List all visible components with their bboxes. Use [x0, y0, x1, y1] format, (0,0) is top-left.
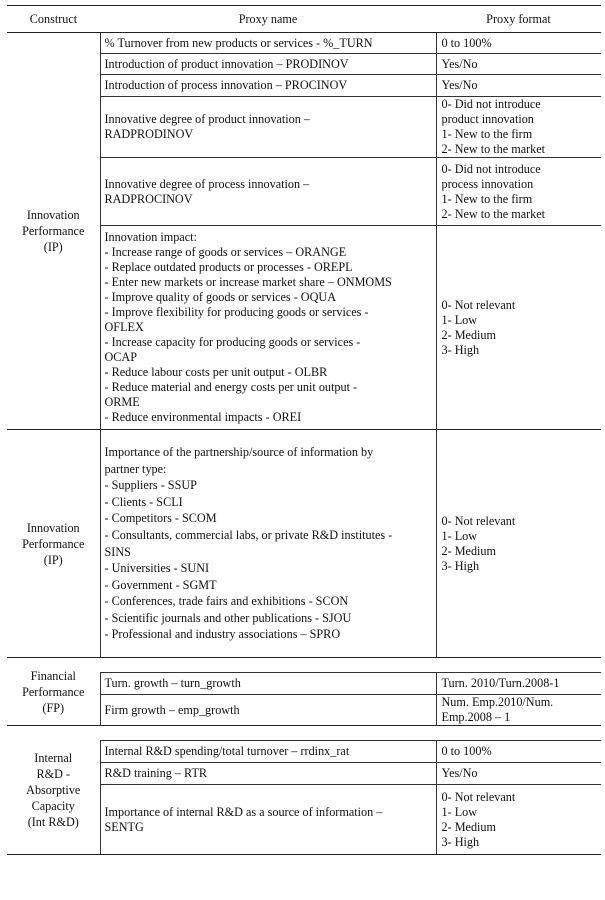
header-proxy-name: Proxy name [100, 6, 436, 33]
proxy-name-cell-line: Firm growth – emp_growth [104, 702, 240, 717]
proxy-name-cell-line: - Conferences, trade fairs and exhibitions - SCON [104, 594, 349, 609]
construct-cell-line: (IP) [43, 552, 63, 567]
proxy-name-cell-line: - Reduce material and energy costs per unit output - [104, 380, 358, 394]
proxy-format-cell-line: 0- Not relevant [441, 513, 516, 528]
proxy-name-cell-line: RADPROCINOV [104, 191, 193, 206]
proxy-name-cell [100, 430, 436, 658]
proxy-format-cell [436, 97, 601, 158]
proxy-name-cell-line: - Clients - SCLI [104, 494, 183, 509]
construct-cell-line: Performance [22, 684, 85, 699]
proxy-name-cell-line: - Government - SGMT [104, 577, 217, 592]
proxy-name-cell-line: SINS [104, 544, 131, 559]
proxy-name-cell-line: - Scientific journals and other publications - SJOU [104, 610, 352, 625]
proxy-name-cell-line: Internal R&D spending/total turnover – rrdinx_rat [104, 744, 350, 758]
proxy-format-cell [436, 158, 601, 226]
proxy-format-cell-line: 3- High [441, 342, 480, 357]
proxy-format-cell [436, 33, 601, 54]
construct-cell-line: (FP) [42, 700, 65, 715]
proxy-name-cell-line: ORME [104, 395, 140, 409]
proxy-format-cell [436, 785, 601, 855]
proxy-name-cell-line: - Consultants, commercial labs, or private R&D institutes - [104, 527, 393, 542]
proxy-format-cell-line: process innovation [441, 176, 534, 191]
proxy-format-cell-line: Yes/No [441, 56, 478, 71]
proxy-format-cell-line: 0 to 100% [441, 744, 492, 758]
proxy-format-cell [436, 75, 601, 97]
proxy-name-cell-line: - Increase capacity for producing goods or services - [104, 335, 361, 349]
proxy-name-cell [100, 763, 436, 785]
spacer-cell [436, 658, 601, 673]
proxy-name-cell [100, 158, 436, 226]
proxy-format-cell-line: 3- High [441, 558, 480, 573]
proxy-name-cell [100, 226, 436, 430]
proxy-format-cell-line: 1- Low [441, 804, 478, 819]
proxy-name-cell-line: Introduction of process innovation – PROCINOV [104, 78, 348, 92]
proxy-name-cell-line: - Competitors - SCOM [104, 511, 217, 526]
proxy-name-cell-line: - Replace outdated products or processes - OREPL [104, 260, 353, 274]
construct-cell-line: Capacity [31, 799, 75, 813]
proxy-name-cell [100, 673, 436, 695]
proxy-name-cell-line: Introduction of product innovation – PRODINOV [104, 56, 349, 71]
proxy-name-cell-line: R&D training – RTR [104, 766, 208, 780]
construct-cell [7, 658, 100, 726]
proxy-name-cell-line: SENTG [104, 819, 144, 834]
proxy-name-cell-line: - Reduce labour costs per unit output - OLBR [104, 365, 328, 379]
spacer-cell [100, 658, 436, 673]
proxy-name-cell-line: - Increase range of goods or services – ORANGE [104, 245, 347, 259]
proxy-format-cell-line: 1- New to the firm [441, 127, 533, 141]
proxy-format-cell [436, 673, 601, 695]
construct-cell [7, 33, 100, 430]
proxy-format-cell-line: Num. Emp.2010/Num. [441, 695, 554, 709]
spacer-row [7, 658, 601, 673]
spacer-row [7, 726, 601, 741]
proxy-format-cell-line: 1- Low [441, 312, 478, 327]
proxy-table [7, 5, 601, 855]
proxy-name-cell [100, 741, 436, 763]
construct-cell-line: Performance [22, 536, 85, 551]
proxy-format-cell-line: 1- Low [441, 528, 478, 543]
spacer-cell [436, 726, 601, 741]
construct-cell-line: (IP) [43, 240, 63, 254]
header-proxy-format: Proxy format [436, 6, 601, 33]
proxy-name-cell-line: - Professional and industry associations – SPRO [104, 627, 341, 642]
construct-cell-line: R&D - [36, 767, 70, 781]
proxy-format-cell-line: 2- New to the market [441, 142, 546, 156]
proxy-format-cell [436, 226, 601, 430]
construct-cell-line: (Int R&D) [27, 815, 79, 829]
construct-cell-line: Innovation [26, 520, 80, 535]
proxy-format-cell [436, 54, 601, 75]
header-row [7, 6, 601, 33]
proxy-name-cell [100, 695, 436, 726]
proxy-name-cell-line: partner type: [104, 461, 167, 476]
construct-cell [7, 430, 100, 658]
proxy-name-cell-line: Importance of the partnership/source of information by [104, 444, 374, 459]
proxy-format-cell-line: 0- Did not introduce [441, 97, 541, 111]
proxy-name-cell [100, 97, 436, 158]
proxy-format-cell-line: 0- Not relevant [441, 789, 516, 804]
construct-cell-line: Innovation [26, 208, 80, 222]
construct-cell-line: Internal [34, 751, 73, 765]
proxy-name-cell [100, 785, 436, 855]
table-row [7, 33, 601, 54]
proxy-name-cell-line: OFLEX [104, 320, 144, 334]
proxy-name-cell [100, 54, 436, 75]
proxy-format-cell-line: 2- Medium [441, 327, 496, 342]
proxy-format-cell-line: 3- High [441, 834, 480, 849]
proxy-format-cell [436, 741, 601, 763]
proxy-format-cell-line: Emp.2008 – 1 [441, 710, 511, 724]
proxy-format-cell-line: 2- New to the market [441, 206, 546, 221]
proxy-name-cell-line: - Reduce environmental impacts - OREI [104, 410, 302, 424]
proxy-name-cell [100, 75, 436, 97]
proxy-name-cell-line: Innovative degree of product innovation – [104, 112, 310, 126]
header-construct: Construct [7, 6, 100, 33]
proxy-name-cell [100, 33, 436, 54]
proxy-format-cell-line: 0- Did not introduce [441, 161, 541, 176]
proxy-format-cell-line: product innovation [441, 112, 534, 126]
proxy-format-cell [436, 763, 601, 785]
proxy-name-cell-line: Innovative degree of process innovation – [104, 176, 310, 191]
proxy-name-cell-line: RADPRODINOV [104, 127, 194, 141]
proxy-name-cell-line: OCAP [104, 350, 138, 364]
proxy-name-cell-line: Turn. growth – turn_growth [104, 676, 241, 690]
table-row [7, 430, 601, 658]
proxy-name-cell-line: - Improve flexibility for producing goods or services - [104, 305, 369, 319]
proxy-format-cell [436, 430, 601, 658]
proxy-format-cell-line: Turn. 2010/Turn.2008-1 [441, 676, 560, 690]
proxy-format-cell-line: 1- New to the firm [441, 191, 533, 206]
proxy-name-cell-line: - Improve quality of goods or services - OQUA [104, 290, 337, 304]
table-body [7, 33, 601, 855]
proxy-name-cell-line: Importance of internal R&D as a source of information – [104, 804, 383, 819]
construct-cell-line: Performance [22, 224, 85, 238]
proxy-format-cell-line: 2- Medium [441, 819, 496, 834]
proxy-format-cell [436, 695, 601, 726]
proxy-name-cell-line: % Turnover from new products or services - %_TURN [104, 35, 373, 50]
proxy-format-cell-line: 0- Not relevant [441, 297, 516, 312]
proxy-format-cell-line: 0 to 100% [441, 35, 492, 50]
proxy-name-cell-line: - Suppliers - SSUP [104, 478, 197, 493]
spacer-cell [100, 726, 436, 741]
construct-cell-line: Absorptive [26, 783, 81, 797]
proxy-name-cell-line: - Universities - SUNI [104, 561, 210, 576]
proxy-format-cell-line: Yes/No [441, 78, 478, 92]
construct-cell-line: Financial [30, 668, 76, 683]
proxy-format-cell-line: 2- Medium [441, 543, 496, 558]
proxy-format-cell-line: Yes/No [441, 766, 478, 780]
proxy-name-cell-line: Innovation impact: [104, 230, 197, 244]
proxy-name-cell-line: - Enter new markets or increase market share – ONMOMS [104, 275, 392, 289]
construct-cell [7, 726, 100, 855]
